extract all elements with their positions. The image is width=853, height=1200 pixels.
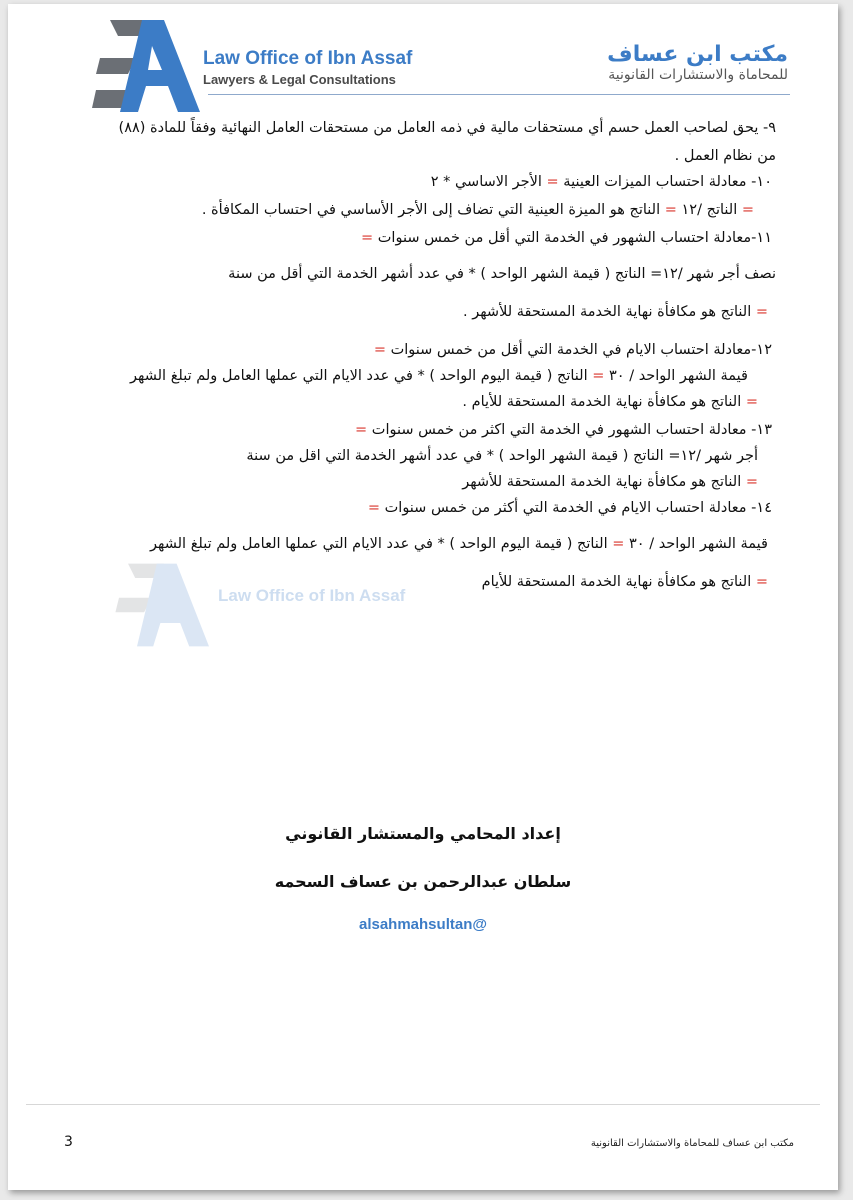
list-item-11 bbox=[60, 230, 772, 246]
line-text: ٩- يحق لصاحب العمل حسم أي مستحقات مالية في ذمه العامل من مستحقات العامل النهائية وفقاً للمادة (٨٨) bbox=[118, 120, 776, 136]
footer-office-name: مكتب ابن عساف للمحاماة والاستشارات القانونية bbox=[590, 1138, 794, 1149]
equals-sign: = bbox=[664, 202, 677, 218]
line-text: الناتج هو الميزة العينية التي تضاف إلى الأجر الأساسي في احتساب المكافأة . bbox=[201, 202, 665, 218]
line-text: من نظام العمل . bbox=[674, 148, 776, 164]
line-text: قيمة الشهر الواحد / ٣٠ bbox=[604, 368, 748, 384]
brand-en-subtitle: Lawyers & Legal Consultations bbox=[203, 72, 396, 87]
list-item-9 bbox=[60, 120, 776, 136]
equals-sign: = bbox=[755, 574, 768, 590]
list-item-12-formula bbox=[60, 368, 748, 384]
equals-sign: = bbox=[592, 368, 605, 384]
list-item-14 bbox=[60, 500, 772, 516]
prepared-by-label: إعداد المحامي والمستشار القانوني bbox=[285, 824, 561, 843]
line-text: أجر شهر /١٢= الناتج ( قيمة الشهر الواحد ) * في عدد أشهر الخدمة التي اقل من سنة bbox=[246, 448, 758, 464]
list-item-9-cont bbox=[60, 148, 776, 164]
list-item-11-result bbox=[60, 304, 768, 320]
author-name: سلطان عبدالرحمن بن عساف السحمه bbox=[274, 872, 572, 891]
list-item-12-result bbox=[60, 394, 758, 410]
equals-sign: = bbox=[755, 304, 768, 320]
equals-sign: = bbox=[361, 230, 374, 246]
equals-sign: = bbox=[367, 500, 381, 516]
document-body bbox=[60, 114, 776, 590]
equals-sign: = bbox=[373, 342, 386, 358]
line-text: الناتج هو مكافأة نهاية الخدمة المستحقة للأشهر bbox=[462, 474, 746, 490]
footer-divider bbox=[26, 1104, 820, 1105]
line-text: الأجر الاساسي * ٢ bbox=[430, 174, 547, 190]
list-item-11-formula bbox=[60, 266, 776, 282]
list-item-13 bbox=[60, 422, 772, 438]
header-divider bbox=[208, 94, 790, 95]
law-office-logo bbox=[90, 16, 210, 116]
line-text: ١١-معادلة احتساب الشهور في الخدمة التي أقل من خمس سنوات bbox=[373, 230, 772, 246]
line-text: ١٠- معادلة احتساب الميزات العينية bbox=[558, 174, 772, 190]
equals-sign: = bbox=[745, 394, 758, 410]
brand-ar-title: مكتب ابن عساف bbox=[607, 42, 788, 67]
equals-sign: = bbox=[546, 174, 559, 190]
equals-sign: = bbox=[612, 536, 625, 552]
line-text: قيمة الشهر الواحد / ٣٠ bbox=[624, 536, 768, 552]
document-page bbox=[8, 4, 838, 1190]
line-text: نصف أجر شهر /١٢= الناتج ( قيمة الشهر الواحد ) * في عدد أشهر الخدمة التي أقل من سنة bbox=[228, 266, 776, 282]
watermark-text: Law Office of Ibn Assaf bbox=[218, 586, 406, 605]
list-item-13-result bbox=[60, 474, 758, 490]
line-text: ١٤- معادلة احتساب الايام في الخدمة التي أكثر من خمس سنوات bbox=[380, 500, 772, 516]
line-text: الناتج هو مكافأة نهاية الخدمة المستحقة للأيام . bbox=[462, 394, 746, 410]
list-item-13-formula bbox=[60, 448, 758, 464]
list-item-12 bbox=[60, 342, 772, 358]
brand-ar-subtitle: للمحاماة والاستشارات القانونية bbox=[608, 67, 788, 83]
page-number: 3 bbox=[64, 1134, 73, 1150]
brand-en-title: Law Office of Ibn Assaf bbox=[203, 48, 413, 69]
social-handle-link[interactable]: @alsahmahsultan bbox=[358, 916, 487, 933]
list-item-14-formula bbox=[60, 536, 768, 552]
line-text: الناتج ( قيمة اليوم الواحد ) * في عدد الايام التي عملها العامل ولم تبلغ الشهر bbox=[150, 536, 613, 552]
list-item-10 bbox=[60, 174, 772, 190]
equals-sign: = bbox=[745, 474, 758, 490]
brand-arabic bbox=[607, 42, 788, 83]
line-text: ١٣- معادلة احتساب الشهور في الخدمة التي اكثر من خمس سنوات bbox=[367, 422, 772, 438]
line-text: الناتج هو مكافأة نهاية الخدمة المستحقة للأيام bbox=[481, 574, 756, 590]
equals-sign: = bbox=[355, 422, 368, 438]
list-item-14-result bbox=[60, 574, 768, 590]
equals-sign: = bbox=[741, 202, 754, 218]
line-text: الناتج ( قيمة اليوم الواحد ) * في عدد الايام التي عملها العامل ولم تبلغ الشهر bbox=[130, 368, 593, 384]
brand-english bbox=[203, 48, 412, 87]
line-text: الناتج /١٢ bbox=[676, 202, 742, 218]
list-item-10-result bbox=[60, 202, 754, 218]
line-text: ١٢-معادلة احتساب الايام في الخدمة التي أقل من خمس سنوات bbox=[386, 342, 772, 358]
line-text: الناتج هو مكافأة نهاية الخدمة المستحقة للأشهر . bbox=[463, 304, 756, 320]
